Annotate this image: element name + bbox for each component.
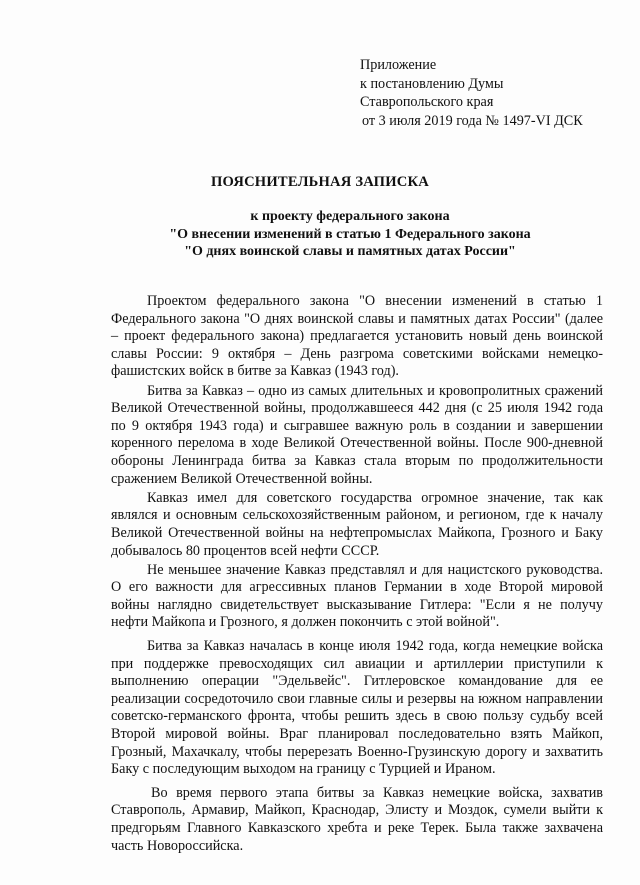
paragraph: Проектом федерального закона "О внесении изменений в статью 1 Федерального закона "О днях воинской славы и памятных датах России" (далее – проект федерального закона) предлагается установить новый день воинской славы России: 9 октября – День разгрома советскими войсками немецко-фашистских войск в битве за Кавказ (1943 год). bbox=[111, 293, 603, 380]
appendix-line-2: к постановлению Думы bbox=[360, 75, 504, 92]
appendix-block bbox=[360, 56, 583, 130]
document-title: ПОЯСНИТЕЛЬНАЯ ЗАПИСКА bbox=[210, 174, 430, 190]
subtitle-line-1: к проекту федерального закона bbox=[250, 209, 450, 224]
subtitle-line-2: "О внесении изменений в статью 1 Федерального закона bbox=[169, 226, 531, 242]
paragraph: Битва за Кавказ – одно из самых длительных и кровопролитных сражений Великой Отечественной войны, продолжавшееся 442 дня (с 25 июля 1942 года по 9 октября 1943 года) и сыгравшее важную роль в создании и завершении коренного перелома в ходе Великой Отечественной войны. После 900-дневной обороны Ленинграда битва за Кавказ стала вторым по продолжительности сражением Великой Отечественной войны. bbox=[111, 382, 603, 487]
paragraph: Битва за Кавказ началась в конце июля 1942 года, когда немецкие войска при поддержке превосходящих сил авиации и артиллерии приступили к выполнению операции "Эдельвейс". Гитлеровское командование для ее реализации сосредоточило свои главные силы и резервы на южном направлении советско-германского фронта, чтобы решить здесь в свою пользу судьбу всей Второй мировой войны. Враг планировал последовательно взять Майкоп, Грозный, Махачкалу, чтобы перерезать Военно-Грузинскую дорогу и захватить Баку с последующим выходом на границу с Турцией и Ираном. bbox=[111, 638, 603, 778]
paragraph: Во время первого этапа битвы за Кавказ немецкие войска, захватив Ставрополь, Армавир, Майкоп, Краснодар, Элисту и Моздок, сумели выйти к предгорьям Главного Кавказского хребта и реке Терек. Была также захвачена часть Новороссийска. bbox=[111, 784, 603, 854]
subtitle-line-3: "О днях воинской славы и памятных датах России" bbox=[184, 244, 516, 259]
appendix-line-1: Приложение bbox=[360, 57, 437, 73]
appendix-line-3: Ставропольского края bbox=[360, 94, 494, 111]
document-subtitle bbox=[150, 208, 550, 261]
document-body bbox=[111, 293, 603, 857]
paragraph: Кавказ имел для советского государства огромное значение, так как являлся и основным сельскохозяйственным районом, и регионом, где к началу Великой Отечественной войны на нефтепромыслах Майкопа, Грозного и Баку добывалось 80 процентов всей нефти СССР. bbox=[111, 489, 603, 559]
paragraph: Не меньшее значение Кавказ представлял и для нацистского руководства. О его важности для агрессивных планов Германии в ходе Второй мировой войны наглядно свидетельствует высказывание Гитлера: "Если я не получу нефти Майкопа и Грозного, я должен покончить с этой войной". bbox=[111, 561, 603, 631]
appendix-line-4: от 3 июля 2019 года № 1497-VI ДСК bbox=[362, 112, 583, 129]
